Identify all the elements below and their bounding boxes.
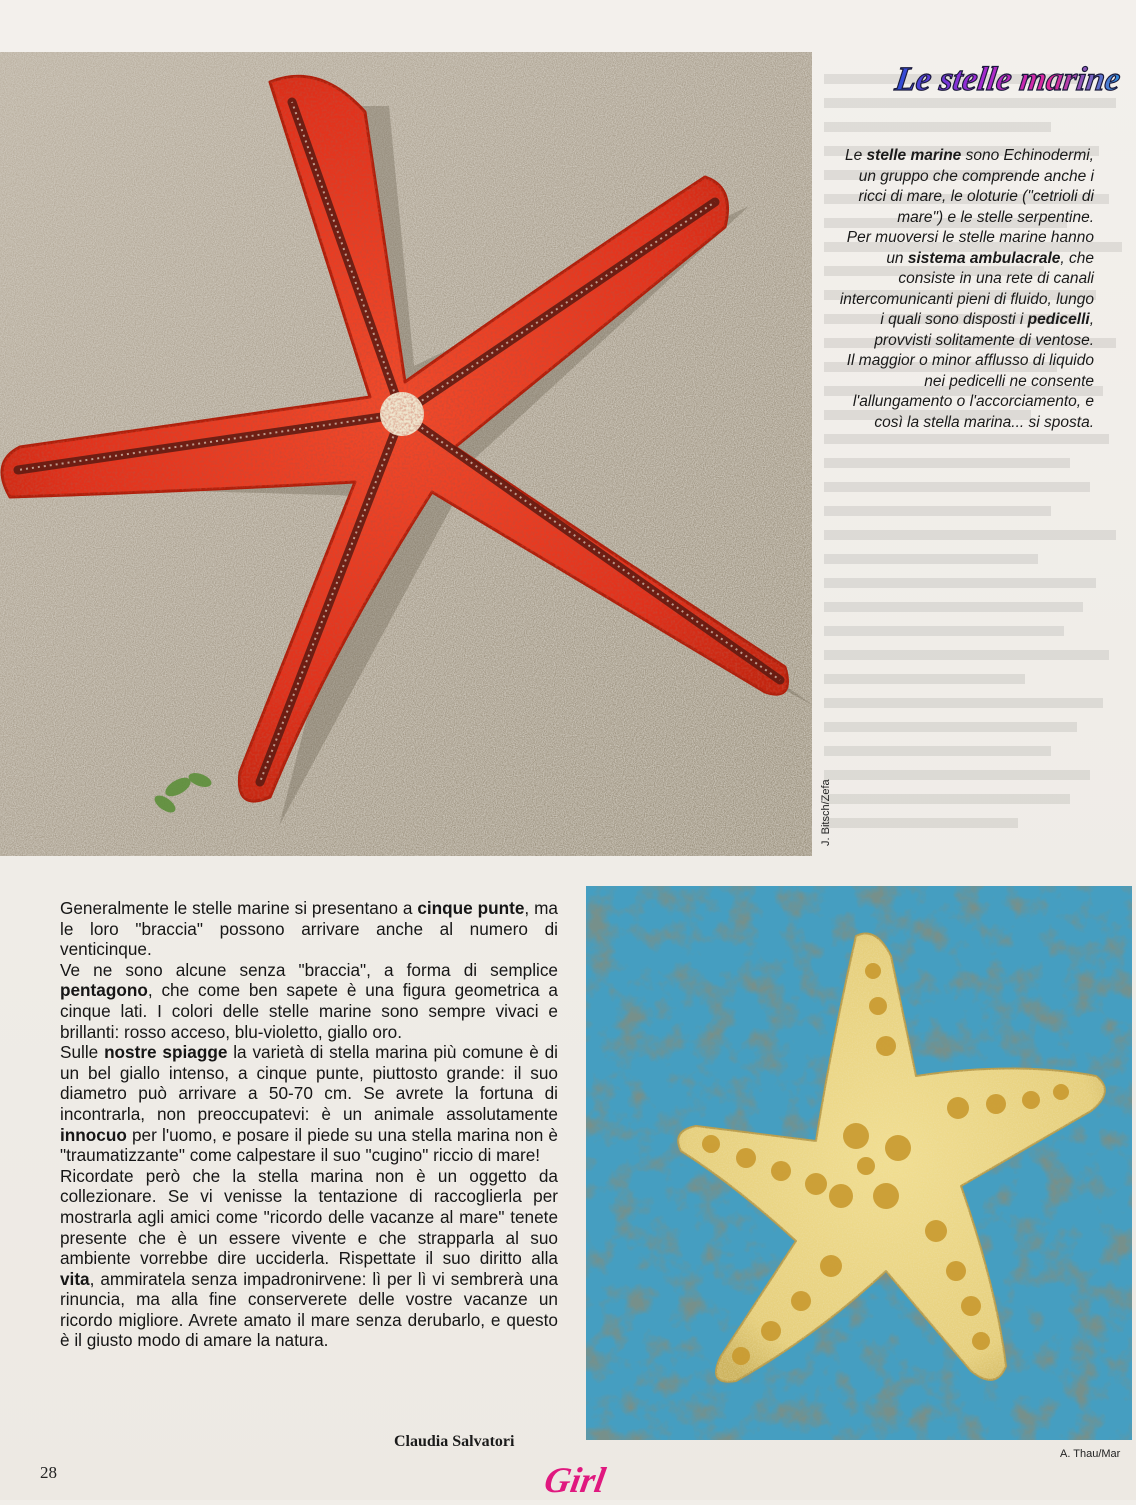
article-paragraph: Generalmente le stelle marine si presentano a cinque punte, ma le loro "braccia" possono arrivare anche al numero di venticinque. bbox=[60, 898, 558, 960]
article-paragraph: Ricordate però che la stella marina non è un oggetto da collezionare. Se vi venisse la tentazione di raccoglierla per mostrarla agli amici come "ricordo delle vacanze al mare" tenete presente che è un essere vivente e che strapparla al suo ambiente vorrebbe dire ucciderla. Rispettate il suo diritto alla vita, ammiratela senza impadronirvene: lì per lì vi sembrerà una rinuncia, ma alla fine conserverete delle vostre vacanze un ricordo migliore. Avrete amato il mare senza derubarlo, e questo è il giusto modo di amare la natura. bbox=[60, 1165, 558, 1351]
magazine-logo bbox=[520, 1452, 640, 1500]
article-paragraph: Ve ne sono alcune senza "braccia", a forma di semplice pentagono, che come ben sapete è una figura geometrica a cinque lati. I colori delle stelle marine sono sempre vivaci e brillanti: rosso acceso, blu-violetto, giallo oro. bbox=[60, 959, 558, 1042]
photo-credit-yellow: A. Thau/Mar bbox=[1060, 1448, 1121, 1460]
sidebar-paragraph: Il maggior o minor afflusso di liquido nei pedicelli ne consente l'allungamento o l'accorciamento, e così la stella marina... si sposta. bbox=[846, 352, 1094, 431]
page-number: 28 bbox=[40, 1463, 57, 1482]
article-body bbox=[60, 898, 558, 1351]
red-starfish-photo bbox=[0, 52, 812, 856]
author-byline: Claudia Salvatori bbox=[394, 1433, 515, 1450]
sidebar-paragraph: Per muoversi le stelle marine hanno un sistema ambulacrale, che consiste in una rete di canali intercomunicanti pieni di fluido, lungo i quali sono disposti i pedicelli, provvisti solitamente di ventose. bbox=[839, 229, 1094, 349]
sidebar-box bbox=[836, 146, 1094, 433]
article-paragraph: Sulle nostre spiagge la varietà di stella marina più comune è di un bel giallo intenso, a cinque punte, piuttosto grande: il suo diametro può arrivare a 50-70 cm. Se avrete la fortuna di incontrarla, non preoccupatevi: è un animale assolutamente innocuo per l'uomo, e posare il piede su una stella marina non è "traumatizzante" come calpestare il suo "cugino" riccio di mare! bbox=[60, 1042, 558, 1166]
yellow-starfish-photo bbox=[586, 886, 1132, 1440]
section-title-text: Le stelle marine bbox=[892, 61, 1123, 98]
section-title bbox=[822, 52, 1132, 112]
photo-credit-red: J. Bitsch/Zefa bbox=[820, 779, 832, 846]
magazine-logo-text: Girl bbox=[541, 1460, 609, 1500]
sidebar-paragraph: Le stelle marine sono Echinodermi, un gruppo che comprende anche i ricci di mare, le oloturie ("cetrioli di mare") e le stelle serpentine. bbox=[844, 147, 1094, 226]
